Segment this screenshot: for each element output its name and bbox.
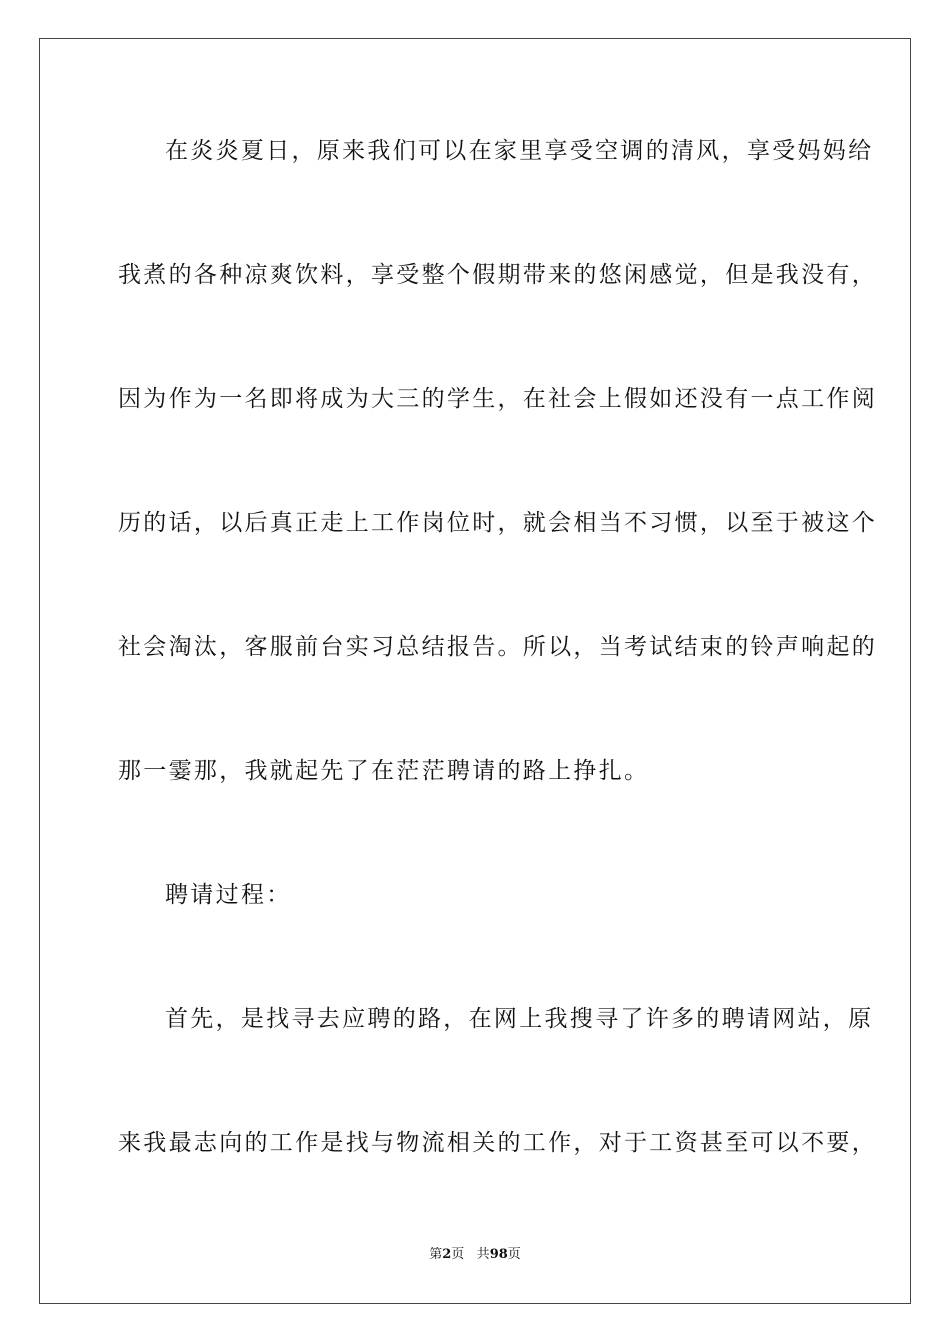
- paragraph-line: 社会淘汰，客服前台实习总结报告。所以，当考试结束的铃声响起的: [118, 634, 877, 660]
- current-page-number: 2: [442, 1247, 452, 1262]
- paragraph-line: 首先，是找寻去应聘的路，在网上我搜寻了许多的聘请网站，原: [165, 1006, 874, 1032]
- paragraph-line: 来我最志向的工作是找与物流相关的工作，对于工资甚至可以不要，: [118, 1130, 877, 1156]
- total-page-count: 98: [489, 1247, 508, 1262]
- paragraph-line: 历的话，以后真正走上工作岗位时，就会相当不习惯，以至于被这个: [118, 510, 877, 536]
- page-label-prefix: 第: [429, 1247, 443, 1262]
- page-border: [39, 38, 911, 1304]
- page-footer: [0, 1246, 950, 1264]
- paragraph-line: 我煮的各种凉爽饮料，享受整个假期带来的悠闲感觉，但是我没有，: [118, 262, 877, 288]
- paragraph-line: 那一霎那，我就起先了在茫茫聘请的路上挣扎。: [118, 758, 650, 784]
- total-label-prefix: 共: [476, 1247, 490, 1262]
- page-label-suffix: 页: [451, 1247, 465, 1262]
- paragraph-line: 因为作为一名即将成为大三的学生，在社会上假如还没有一点工作阅: [118, 386, 877, 412]
- section-heading: 聘请过程：: [165, 882, 292, 908]
- paragraph-line: 在炎炎夏日，原来我们可以在家里享受空调的清风，享受妈妈给: [165, 138, 874, 164]
- total-label-suffix: 页: [507, 1247, 521, 1262]
